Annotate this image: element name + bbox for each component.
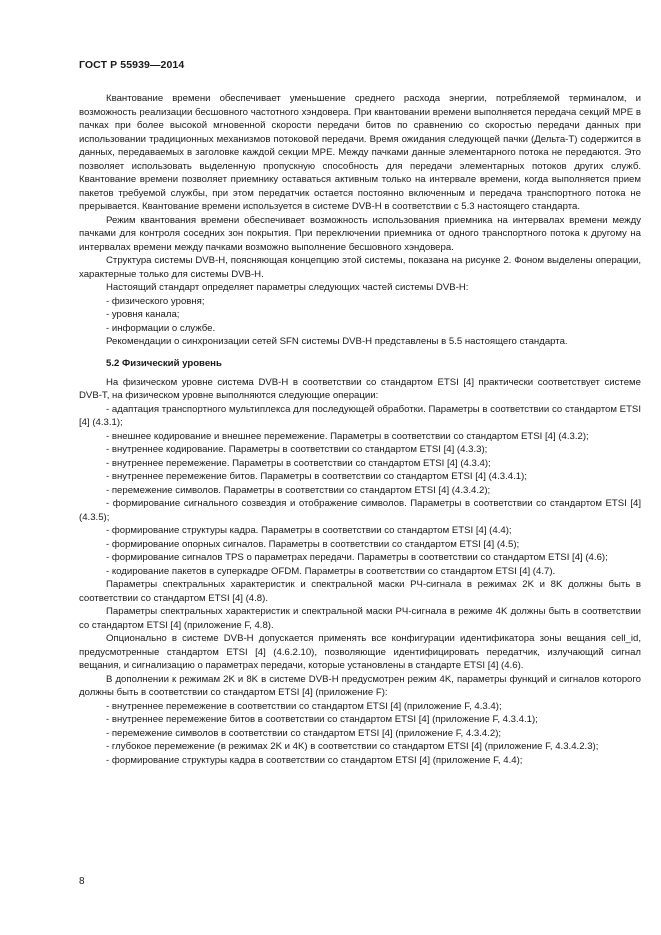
list-item: - перемежение символов. Параметры в соответствии со стандартом ETSI [4] (4.3.4.2); xyxy=(106,484,491,496)
paragraph: Рекомендации о синхронизации сетей SFN системы DVB-H представлены в 5.5 настоящего стандарта. xyxy=(106,336,568,347)
paragraph: В дополнении к режимам 2K и 8K в системе DVB-H предусмотрен режим 4K, параметры функций и сигналов которого должны быть в соответствии со стандартом ETSI [4] (приложение F): xyxy=(79,673,641,698)
page-body xyxy=(79,92,641,767)
list-item: - внутреннее перемежение битов. Параметры в соответствии со стандартом ETSI [4] (4.3.4.1); xyxy=(106,471,527,482)
list-item: - кодирование пакетов в суперкадре OFDM. Параметры в соответствии со стандартом ETSI [4] (4.7). xyxy=(106,565,556,577)
page-number: 8 xyxy=(79,876,85,887)
list-item: - внутреннее кодирование. Параметры в соответствии со стандартом ETSI [4] (4.3.3); xyxy=(106,444,488,455)
paragraph: Режим квантования времени обеспечивает возможность использования приемника на интервалах времени между пачками для контроля соседних зон покрытия. При переключении приемника от одного транспортного потока к другому на интервалах времени между пачками возможно выполнение бесшовного хэндовера. xyxy=(79,214,641,253)
list-item: - перемежение символов в соответствии со стандартом ETSI [4] (приложение F, 4.3.4.2); xyxy=(106,727,502,739)
paragraph: На физическом уровне система DVB-H в соответствии со стандартом ETSI [4] практически соответствует системе DVB-T, на физическом уровне выполняются следующие операции: xyxy=(79,376,641,401)
list-item: - внутреннее перемежение битов в соответствии со стандартом ETSI [4] (приложение F, 4.3.4.1); xyxy=(106,714,538,725)
list-item: - формирование структуры кадра. Параметры в соответствии со стандартом ETSI [4] (4.4); xyxy=(106,525,512,536)
list-item: - информации о службе. xyxy=(106,322,216,334)
list-item: - уровня канала; xyxy=(106,309,180,320)
paragraph: Квантование времени обеспечивает уменьшение среднего расхода энергии, потребляемой терминалом, и возможность реализации бесшовного частотного хэндовера. При квантовании времени выполняется передача секций MPE в пачках при более высокой мгновенной скорости передачи битов по сравнению со скоростью передачи данных при использовании традиционных механизмов потоковой передачи. Время ожидания следующей пачки (Дельта-T) содержится в данных, передаваемых в заголовке каждой секции MPE. Между пачками данные элементарного потока не передаются. Это позволяет использовать выделенную пропускную способность для передачи элементарных потоков других служб. Квантование времени позволяет приемнику оставаться активным только на интервале времени, когда выполняется прием пакетов требуемой службы, при этом передатчик остается постоянно включенным и передача транспортного потока не прерывается. Квантование времени используется в системе DVB-H в соответствии с 5.3 настоящего стандарта. xyxy=(79,93,641,212)
paragraph: Опционально в системе DVB-H допускается применять все конфигурации идентификатора зоны вещания cell_id, предусмотренные стандартом ETSI [4] (4.6.2.10), позволяющие идентифицировать передатчик, излучающий сигнал вещания, и сигнализацию о параметрах передачи, которые установлены в стандарте ETSI [4] (4.6). xyxy=(79,633,641,671)
list-item: - внутреннее перемежение. Параметры в соответствии со стандартом ETSI [4] (4.3.4); xyxy=(106,457,491,469)
list-item: - формирование структуры кадра в соответствии со стандартом ETSI [4] (приложение F, 4.4); xyxy=(106,754,523,766)
paragraph: Параметры спектральных характеристик и спектральной маски РЧ-сигнала в режиме 4K должны быть в соответствии со стандартом ETSI [4] (приложение F, 4.8). xyxy=(79,606,641,631)
list-item: - формирование сигнального созвездия и отображение символов. Параметры в соответствии со стандартом ETSI [4] (4.3.5); xyxy=(79,498,641,523)
list-item: - внутреннее перемежение в соответствии со стандартом ETSI [4] (приложение F, 4.3.4); xyxy=(106,700,502,712)
list-item: - формирование опорных сигналов. Параметры в соответствии со стандартом ETSI [4] (4.5); xyxy=(106,538,520,550)
document-header: ГОСТ Р 55939—2014 xyxy=(79,59,185,71)
paragraph: Структура системы DVB-H, поясняющая концепцию этой системы, показана на рисунке 2. Фоном выделены операции, характерные только для системы DVB-H. xyxy=(79,255,641,280)
section-title: 5.2 Физический уровень xyxy=(106,357,222,369)
list-item: - глубокое перемежение (в режимах 2K и 4K) в соответствии со стандартом ETSI [4] (приложение F, 4.3.4.2.3); xyxy=(106,741,599,752)
list-item: - формирование сигналов TPS о параметрах передачи. Параметры в соответствии со стандартом ETSI [4] (4.6); xyxy=(106,552,608,563)
list-item: - адаптация транспортного мультиплекса для последующей обработки. Параметры в соответствии со стандартом ETSI [4] (4.3.1); xyxy=(79,403,641,428)
list-item: - физического уровня; xyxy=(106,295,205,307)
paragraph: Настоящий стандарт определяет параметры следующих частей системы DVB-H: xyxy=(106,282,469,293)
paragraph: Параметры спектральных характеристик и спектральной маски РЧ-сигнала в режимах 2K и 8K должны быть в соответствии со стандартом ETSI [4] (4.8). xyxy=(79,579,641,604)
list-item: - внешнее кодирование и внешнее перемежение. Параметры в соответствии со стандартом ETSI [4] (4.3.2); xyxy=(106,430,589,442)
